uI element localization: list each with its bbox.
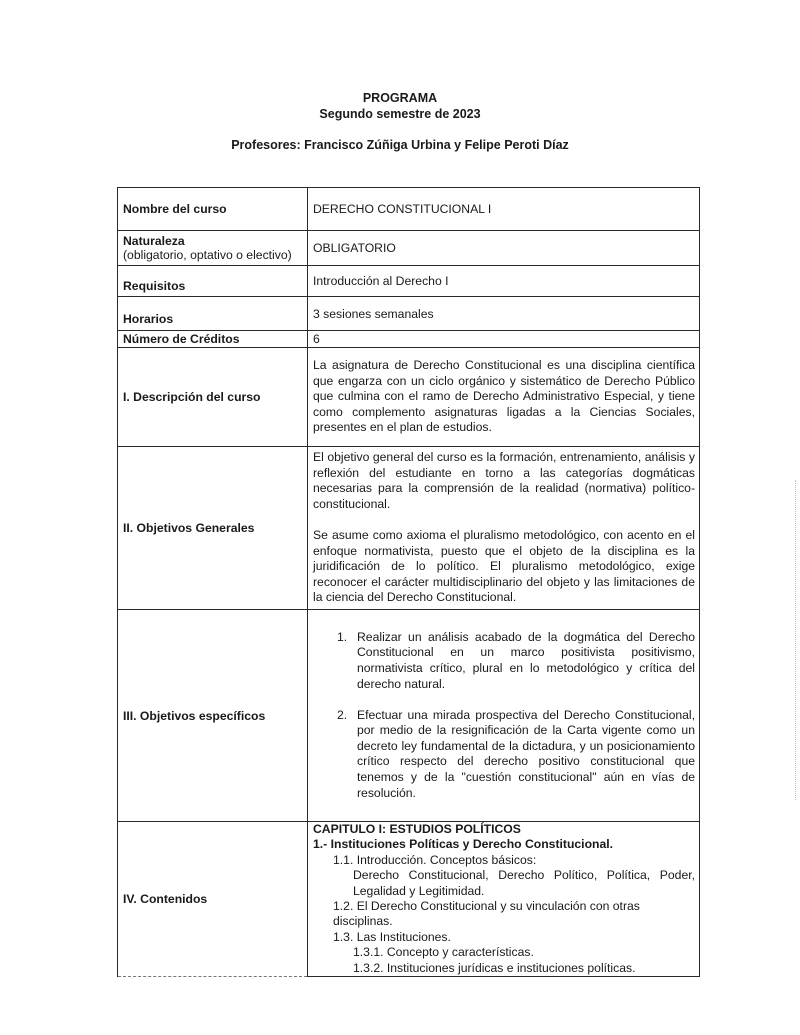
value-requisitos: Introducción al Derecho I xyxy=(308,266,700,297)
value-naturaleza: OBLIGATORIO xyxy=(308,231,700,266)
course-program-table xyxy=(117,187,700,977)
row-requisitos xyxy=(118,266,700,297)
contenidos-outline xyxy=(313,822,695,976)
list-number: 2. xyxy=(337,707,348,722)
row-creditos xyxy=(118,331,700,348)
row-descripcion xyxy=(118,348,700,447)
section-1-3-1: 1.3.1. Concepto y características. xyxy=(353,945,534,960)
label-descripcion: I. Descripción del curso xyxy=(118,348,308,447)
row-naturaleza xyxy=(118,231,700,266)
value-objetivos-especificos xyxy=(308,610,700,822)
label-contenidos: IV. Contenidos xyxy=(118,822,308,977)
value-creditos: 6 xyxy=(308,331,700,348)
objetivos-generales-paragraph-2: Se asume como axioma el pluralismo metodológico, con acento en el enfoque normativista, puesto que el objeto de la disciplina es la juridificación de lo político. El pluralismo metodológico, exige reconocer el carácter multidisciplinario del objeto y las limitaciones de la ciencia del Derecho Constitucional. xyxy=(313,528,695,605)
scan-artifact-line xyxy=(795,480,797,800)
objetivo-especifico-item xyxy=(337,630,695,692)
objetivos-especificos-list xyxy=(313,630,695,802)
objetivo-especifico-item xyxy=(337,708,695,802)
value-objetivos-generales xyxy=(308,447,700,610)
list-text: Efectuar una mirada prospectiva del Derecho Constitucional, por medio de la resignificación de la Carta vigente como un decreto ley fundamental de la dictadura, y un posicionamiento crítico respecto del derecho positivo constitucional que tenemos y de la "cuestión constitucional" aún en vías de resolución. xyxy=(357,707,695,800)
label-objetivos-especificos: III. Objetivos específicos xyxy=(118,610,308,822)
list-text: Realizar un análisis acabado de la dogmática del Derecho Constitucional en un marco positivista positivismo, normativista crítico, plural en lo metodológico y crítica del derecho natural. xyxy=(357,629,695,691)
label-naturaleza-sub: (obligatorio, optativo o electivo) xyxy=(123,247,292,262)
row-objetivos-especificos xyxy=(118,610,700,822)
chapter-heading: CAPITULO I: ESTUDIOS POLÍTICOS xyxy=(313,822,521,836)
label-naturaleza xyxy=(118,231,308,266)
descripcion-text: La asignatura de Derecho Constitucional es una disciplina científica que engarza con un ciclo orgánico y sistemático de Derecho Público que culmina con el ramo de Derecho Administrativo Especial, y tiene como complemento asignaturas ligadas a la Ciencias Sociales, presentes en el plan de estudios. xyxy=(313,358,695,435)
row-contenidos xyxy=(118,822,700,977)
label-objetivos-generales: II. Objetivos Generales xyxy=(118,447,308,610)
row-horarios xyxy=(118,297,700,331)
section-1-1-text: Derecho Constitucional, Derecho Político, Política, Poder, Legalidad y Legitimidad. xyxy=(353,868,695,898)
professors-line: Profesores: Francisco Zúñiga Urbina y Felipe Peroti Díaz xyxy=(231,138,569,152)
unit-heading: 1.- Instituciones Políticas y Derecho Constitucional. xyxy=(313,837,614,852)
label-creditos: Número de Créditos xyxy=(118,331,308,348)
objetivos-generales-paragraph-1: El objetivo general del curso es la formación, entrenamiento, análisis y reflexión del estudiante en torno a las categorías dogmáticas necesarias para la comprensión de la realidad (normativa) político-constitucional. xyxy=(313,450,695,511)
row-objetivos-generales xyxy=(118,447,700,610)
label-nombre: Nombre del curso xyxy=(118,188,308,231)
section-1-3-2: 1.3.2. Instituciones jurídicas e instituciones políticas. xyxy=(353,960,636,975)
value-nombre: DERECHO CONSTITUCIONAL I xyxy=(308,188,700,231)
document-title: PROGRAMA xyxy=(362,91,438,105)
label-horarios: Horarios xyxy=(118,297,308,331)
list-number: 1. xyxy=(337,629,348,644)
value-contenidos xyxy=(308,822,700,977)
section-1-1: 1.1. Introducción. Conceptos básicos: xyxy=(333,852,537,867)
value-descripcion xyxy=(308,348,700,447)
label-naturaleza-title: Naturaleza xyxy=(123,233,185,248)
section-1-3: 1.3. Las Instituciones. xyxy=(333,929,451,944)
value-horarios: 3 sesiones semanales xyxy=(308,297,700,331)
label-requisitos: Requisitos xyxy=(118,266,308,297)
row-nombre xyxy=(118,188,700,231)
section-1-2: 1.2. El Derecho Constitucional y su vinculación con otras disciplinas. xyxy=(333,899,640,929)
semester-subtitle: Segundo semestre de 2023 xyxy=(319,107,481,121)
